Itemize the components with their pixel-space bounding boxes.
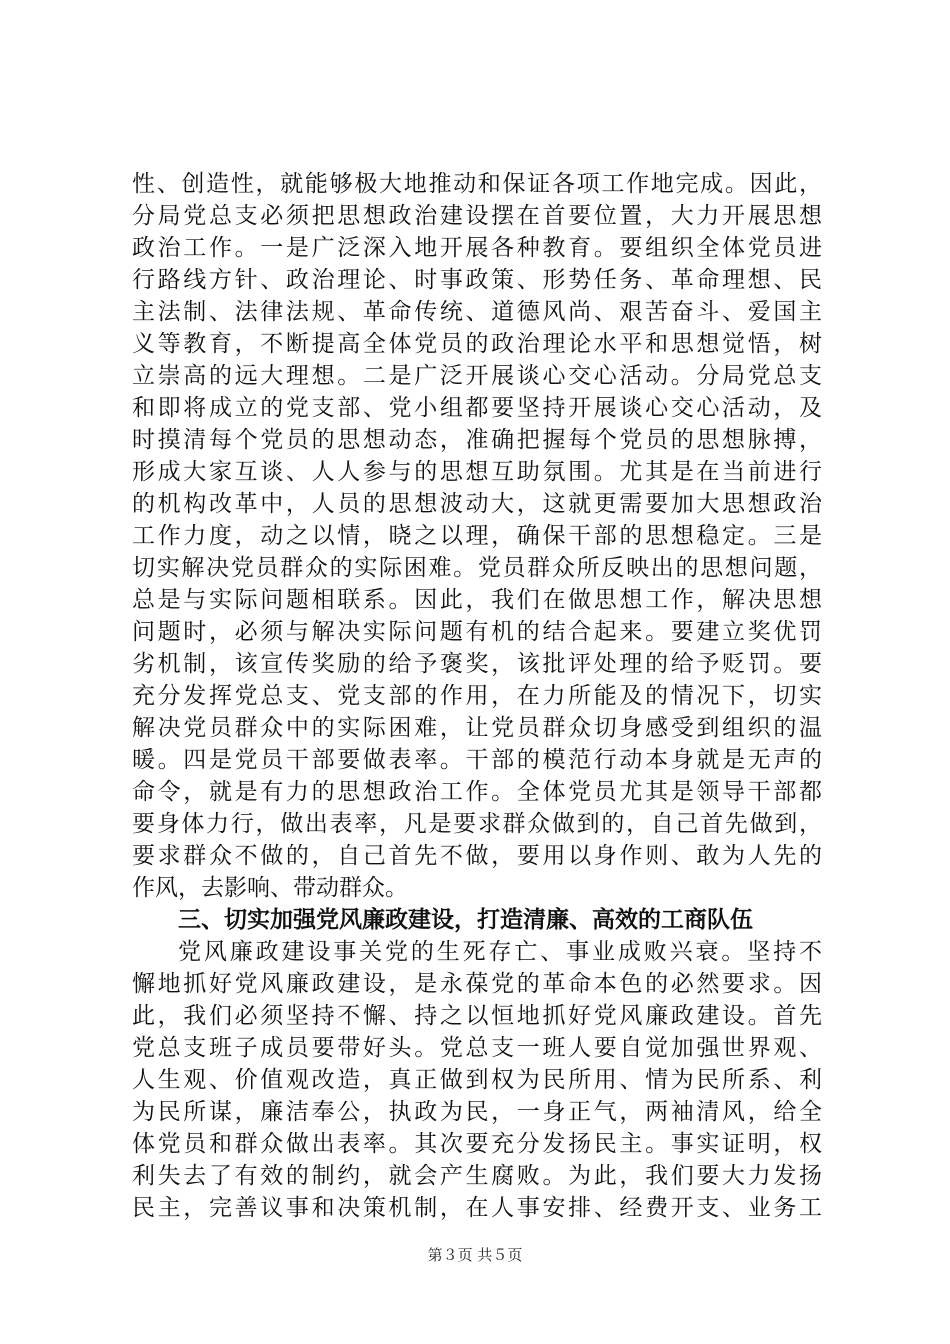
text-line: 行路线方针、政治理论、时事政策、形势任务、革命理想、民 — [132, 267, 822, 293]
text-line: 命令，就是有力的思想政治工作。全体党员尤其是领导干部都 — [132, 779, 822, 805]
text-line: 和即将成立的党支部、党小组都要坚持开展谈心交心活动，及 — [132, 395, 822, 421]
text-line: 立崇高的远大理想。二是广泛开展谈心交心活动。分局党总支 — [132, 363, 822, 389]
text-line: 问题时，必须与解决实际问题有机的结合起来。要建立奖优罚 — [132, 619, 822, 645]
text-line: 时摸清每个党员的思想动态，准确把握每个党员的思想脉搏， — [132, 427, 822, 453]
text-line: 总是与实际问题相联系。因此，我们在做思想工作，解决思想 — [132, 587, 822, 613]
text-line: 懈地抓好党风廉政建设，是永葆党的革命本色的必然要求。因 — [132, 971, 822, 997]
text-line: 民主，完善议事和决策机制，在人事安排、经费开支、业务工 — [132, 1195, 822, 1221]
text-line: 性、创造性，就能够极大地推动和保证各项工作地完成。因此， — [132, 171, 822, 197]
text-line: 义等教育，不断提高全体党员的政治理论水平和思想觉悟，树 — [132, 331, 822, 357]
paragraph-ideological-work — [132, 168, 822, 904]
text-line: 政治工作。一是广泛深入地开展各种教育。要组织全体党员进 — [132, 235, 822, 261]
text-line: 党风廉政建设事关党的生死存亡、事业成败兴衰。坚持不 — [178, 939, 822, 965]
text-line: 利失去了有效的制约，就会产生腐败。为此，我们要大力发扬 — [132, 1163, 822, 1189]
text-line: 党总支班子成员要带好头。党总支一班人要自觉加强世界观、 — [132, 1035, 822, 1061]
text-line: 要求群众不做的，自己首先不做，要用以身作则、敢为人先的 — [132, 843, 822, 869]
text-line: 工作力度，动之以情，晓之以理，确保干部的思想稳定。三是 — [132, 523, 822, 549]
section-heading: 三、切实加强党风廉政建设，打造清廉、高效的工商队伍 — [178, 906, 753, 933]
text-line: 要身体力行，做出表率，凡是要求群众做到的，自己首先做到， — [132, 811, 822, 837]
text-line: 解决党员群众中的实际困难，让党员群众切身感受到组织的温 — [132, 715, 822, 741]
text-line: 作风，去影响、带动群众。 — [132, 875, 408, 901]
text-line: 主法制、法律法规、革命传统、道德风尚、艰苦奋斗、爱国主 — [132, 299, 822, 325]
document-body — [132, 168, 822, 1224]
text-line: 人生观、价值观改造，真正做到权为民所用、情为民所系、利 — [132, 1067, 822, 1093]
text-line: 切实解决党员群众的实际困难。党员群众所反映出的思想问题， — [132, 555, 822, 581]
text-line: 体党员和群众做出表率。其次要充分发扬民主。事实证明，权 — [132, 1131, 822, 1157]
text-line: 的机构改革中，人员的思想波动大，这就更需要加大思想政治 — [132, 491, 822, 517]
text-line: 形成大家互谈、人人参与的思想互助氛围。尤其是在当前进行 — [132, 459, 822, 485]
paragraph-party-conduct — [132, 936, 822, 1224]
text-line: 为民所谋，廉洁奉公，执政为民，一身正气，两袖清风，给全 — [132, 1099, 822, 1125]
page-footer: 第３页 共５页 — [427, 1246, 523, 1264]
text-line: 暖。四是党员干部要做表率。干部的模范行动本身就是无声的 — [132, 747, 822, 773]
text-line: 分局党总支必须把思想政治建设摆在首要位置，大力开展思想 — [132, 203, 822, 229]
text-line: 此，我们必须坚持不懈、持之以恒地抓好党风廉政建设。首先 — [132, 1003, 822, 1029]
text-line: 劣机制，该宣传奖励的给予褒奖，该批评处理的给予贬罚。要 — [132, 651, 822, 677]
text-line: 充分发挥党总支、党支部的作用，在力所能及的情况下，切实 — [132, 683, 822, 709]
